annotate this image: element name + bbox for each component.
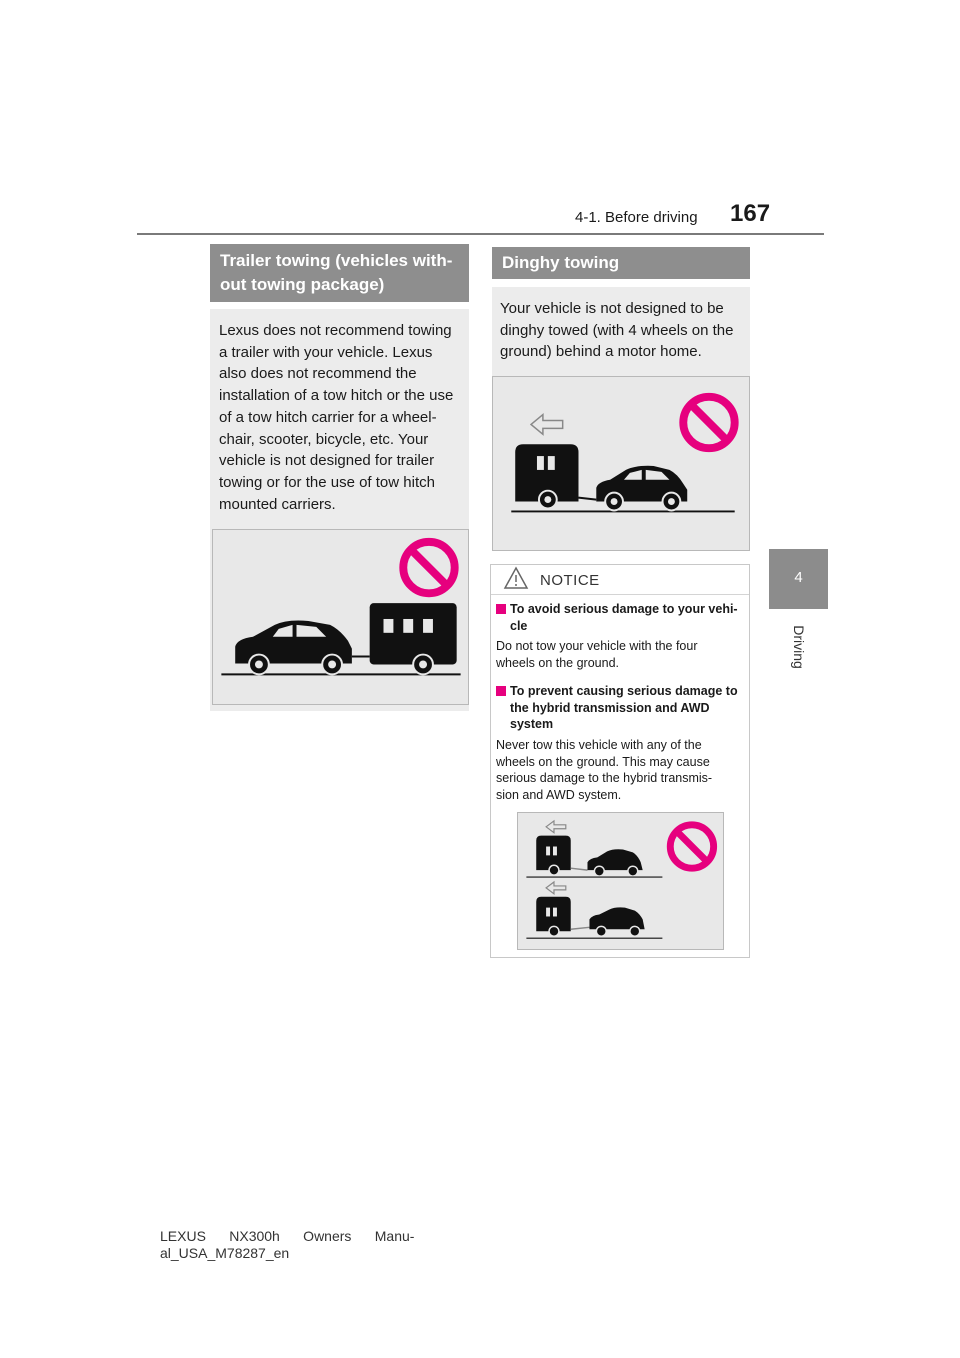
dinghy-towing-svg	[493, 377, 749, 550]
notice-towing-svg	[518, 813, 723, 949]
notice-item-1-body: Do not tow your vehicle with the four wheels on the ground.	[496, 639, 698, 670]
footer-manual-id: LEXUS NX300h Owners Manu- al_USA_M78287_en	[160, 1228, 415, 1261]
notice-divider	[491, 594, 749, 595]
trailer-towing-text: Lexus does not recommend towing a trailer with your vehicle. Lexus also does not recommend the installation of a tow hitch or the use of a tow hitch carrier for a wheel- chair, scooter, bicycle, etc. Your vehicle is not designed for trailer towing or for the use of tow hitch mounted carriers.	[219, 322, 454, 513]
notice-item-2-heading: To prevent causing serious damage to the hybrid transmission and AWD system	[496, 683, 746, 733]
notice-title: NOTICE	[540, 572, 600, 589]
dinghy-towing-heading	[492, 247, 750, 279]
trailer-heading-line2: out towing package)	[220, 275, 385, 294]
page-number: 167	[730, 200, 771, 227]
trailer-towing-heading	[210, 244, 469, 302]
trailer-towing-svg	[213, 530, 468, 704]
dinghy-towing-text: Your vehicle is not designed to be dinghy towed (with 4 wheels on the ground) behind a motor home.	[500, 300, 734, 361]
notice-item-2-body: Never tow this vehicle with any of the wheels on the ground. This may cause serious damage to the hybrid transmis- sion and AWD system.	[496, 738, 713, 802]
warning-triangle-icon	[503, 566, 529, 590]
running-header-section: 4-1. Before driving	[575, 209, 698, 226]
header-rule	[137, 233, 824, 235]
trailer-heading-line1: Trailer towing (vehicles with-	[220, 251, 453, 270]
chapter-tab-number: 4	[794, 569, 803, 586]
dinghy-heading-text: Dinghy towing	[502, 253, 620, 272]
notice-towing-illustration	[517, 812, 724, 950]
notice-item-1-heading: To avoid serious damage to your vehi- cle	[496, 601, 746, 634]
bullet-square-icon	[496, 604, 506, 614]
trailer-towing-illustration	[212, 529, 469, 705]
dinghy-towing-illustration	[492, 376, 750, 551]
chapter-tab-label: Driving	[790, 625, 807, 669]
bullet-square-icon	[496, 686, 506, 696]
